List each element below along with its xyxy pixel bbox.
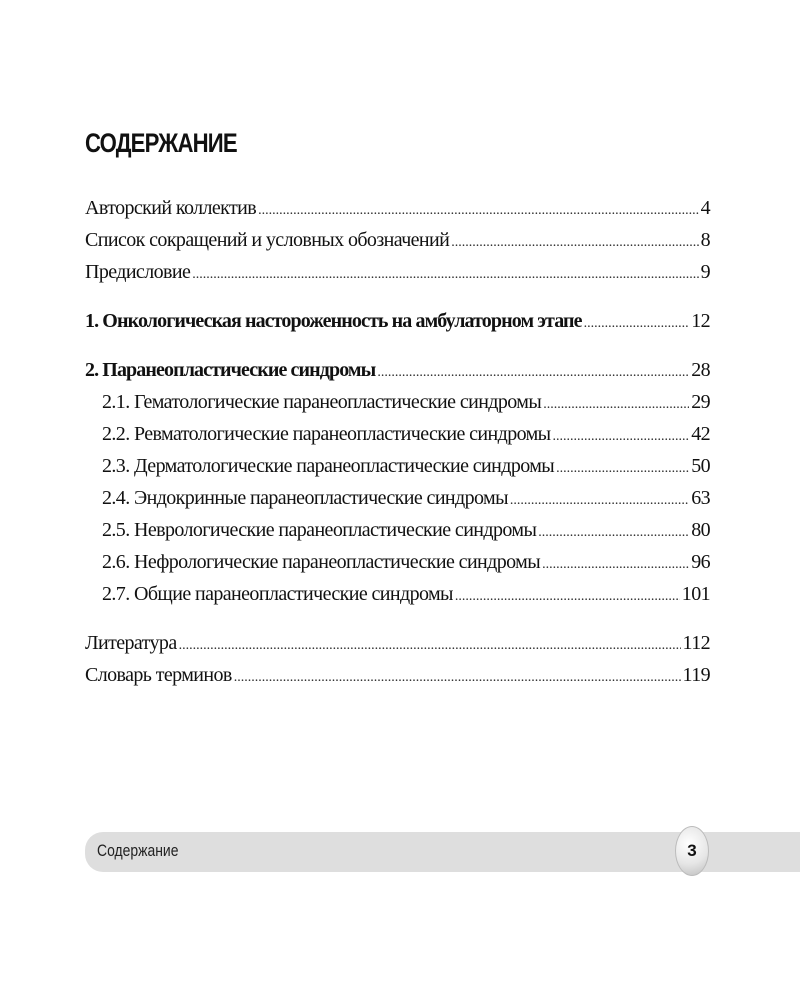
toc-entry-label: Словарь терминов bbox=[85, 664, 232, 686]
toc-page-number: 96 bbox=[691, 551, 710, 573]
toc-entry-preface[interactable] bbox=[85, 256, 710, 288]
dot-leader bbox=[556, 453, 689, 485]
toc-chapter-1[interactable] bbox=[85, 305, 710, 337]
toc-page-number: 119 bbox=[682, 664, 710, 686]
toc-entry-label: Авторский коллектив bbox=[85, 197, 257, 219]
dot-leader bbox=[553, 421, 690, 453]
toc-section-2-5[interactable] bbox=[85, 514, 710, 546]
toc-entry-label: Список сокращений и условных обозначений bbox=[85, 229, 450, 251]
dot-leader bbox=[542, 549, 689, 581]
dot-leader bbox=[510, 485, 689, 517]
toc-page-number: 101 bbox=[681, 583, 710, 605]
dot-leader bbox=[258, 195, 699, 227]
toc-section-2-2[interactable] bbox=[85, 418, 710, 450]
toc-section-label: 2.3. Дерматологические паранеопластические синдромы bbox=[102, 455, 555, 477]
toc-section-label: 2.7. Общие паранеопластические синдромы bbox=[102, 583, 453, 605]
table-of-contents bbox=[85, 192, 710, 691]
toc-chapter-label: 1. Онкологическая настороженность на амбулаторном этапе bbox=[85, 310, 582, 332]
dot-leader bbox=[192, 259, 698, 291]
page-title: СОДЕРЖАНИЕ bbox=[85, 128, 237, 158]
toc-chapter-2[interactable] bbox=[85, 354, 710, 386]
toc-page-number: 8 bbox=[700, 229, 710, 251]
toc-section-2-6[interactable] bbox=[85, 546, 710, 578]
dot-leader bbox=[543, 389, 689, 421]
dot-leader bbox=[179, 630, 681, 662]
dot-leader bbox=[538, 517, 689, 549]
toc-page-number: 50 bbox=[691, 455, 710, 477]
toc-entry-label: Литература bbox=[85, 632, 177, 654]
toc-page-number: 28 bbox=[691, 359, 710, 381]
toc-page-number: 12 bbox=[691, 310, 710, 332]
toc-page-number: 63 bbox=[691, 487, 710, 509]
toc-page-number: 42 bbox=[691, 423, 710, 445]
page-number-badge: 3 bbox=[675, 826, 709, 876]
toc-page-number: 9 bbox=[700, 261, 710, 283]
dot-leader bbox=[451, 227, 698, 259]
toc-section-label: 2.4. Эндокринные паранеопластические синдромы bbox=[102, 487, 508, 509]
dot-leader bbox=[234, 662, 681, 694]
dot-leader bbox=[455, 581, 680, 613]
toc-entry-literature[interactable] bbox=[85, 627, 710, 659]
toc-page-number: 29 bbox=[691, 391, 710, 413]
toc-entry-label: Предисловие bbox=[85, 261, 191, 283]
dot-leader bbox=[377, 357, 689, 389]
toc-entry-abbreviations[interactable] bbox=[85, 224, 710, 256]
toc-section-label: 2.2. Ревматологические паранеопластические синдромы bbox=[102, 423, 551, 445]
toc-section-2-3[interactable] bbox=[85, 450, 710, 482]
toc-section-label: 2.6. Нефрологические паранеопластические синдромы bbox=[102, 551, 541, 573]
toc-entry-authors[interactable] bbox=[85, 192, 710, 224]
toc-entry-glossary[interactable] bbox=[85, 659, 710, 691]
dot-leader bbox=[584, 308, 690, 340]
toc-section-label: 2.1. Гематологические паранеопластические синдромы bbox=[102, 391, 542, 413]
toc-page-number: 80 bbox=[691, 519, 710, 541]
toc-page-number: 4 bbox=[700, 197, 710, 219]
toc-section-label: 2.5. Неврологические паранеопластические синдромы bbox=[102, 519, 537, 541]
toc-section-2-7[interactable] bbox=[85, 578, 710, 610]
toc-section-2-1[interactable] bbox=[85, 386, 710, 418]
toc-chapter-label: 2. Паранеопластические синдромы bbox=[85, 359, 376, 381]
toc-page-number: 112 bbox=[682, 632, 710, 654]
footer-section-title: Содержание bbox=[97, 841, 179, 860]
toc-section-2-4[interactable] bbox=[85, 482, 710, 514]
